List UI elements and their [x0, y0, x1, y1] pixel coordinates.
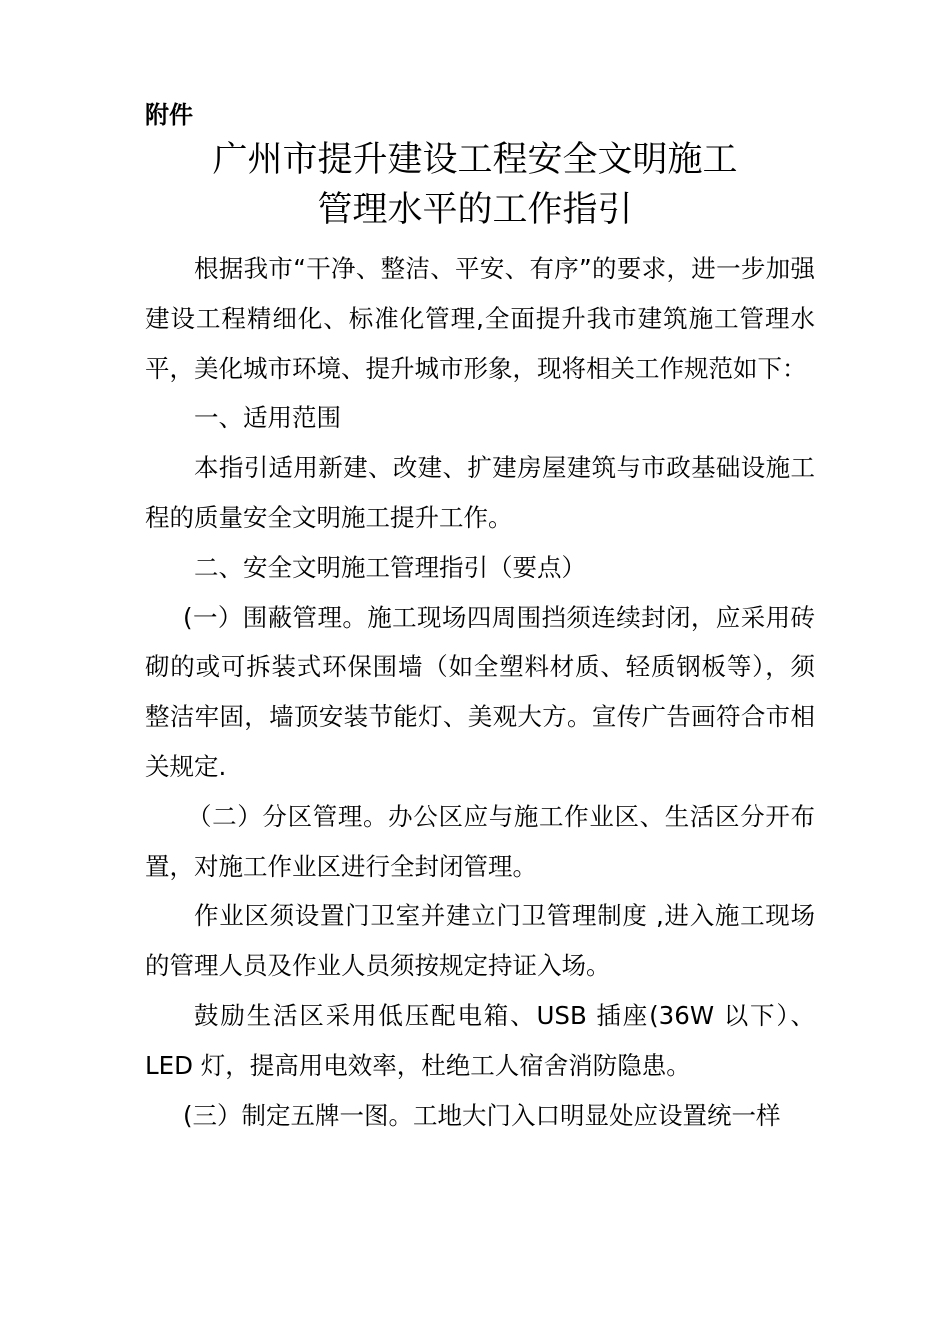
section-heading-scope: 一、适用范围: [194, 403, 341, 433]
section-heading-guidelines: 二、安全文明施工管理指引（要点）: [194, 552, 586, 582]
attachment-label: 附件: [145, 101, 193, 129]
zoning-management-paragraph: （二）分区管理。办公区应与施工作业区、生活区分开布置，对施工作业区进行全封闭管理。: [145, 801, 815, 881]
document-body: [145, 244, 815, 1140]
intro-paragraph: 根据我市“干净、整洁、平安、有序”的要求，进一步加强建设工程精细化、标准化管理,全面提升我市建筑施工管理水平，美化城市环境、提升城市形象，现将相关工作规范如下：: [145, 254, 815, 383]
enclosure-management-paragraph: (一）围蔽管理。施工现场四周围挡须连续封闭，应采用砖砌的或可拆装式环保围墙（如全塑料材质、轻质钢板等），须整洁牢固，墙顶安装节能灯、美观大方。宣传广告画符合市相关规定.: [145, 602, 815, 781]
living-area-power-paragraph: 鼓励生活区采用低压配电箱、USB 插座(36W 以下）、LED 灯，提高用电效率，杜绝工人宿舍消防隐患。: [145, 1000, 815, 1080]
signage-paragraph: (三）制定五牌一图。工地大门入口明显处应设置统一样: [183, 1100, 781, 1130]
document-title-line-1: 广州市提升建设工程安全文明施工: [212, 140, 738, 180]
scope-paragraph: 本指引适用新建、改建、扩建房屋建筑与市政基础设施工程的质量安全文明施工提升工作。: [145, 453, 815, 532]
gatekeeper-paragraph: 作业区须设置门卫室并建立门卫管理制度 ,进入施工现场的管理人员及作业人员须按规定持证入场。: [145, 901, 815, 981]
document-title-line-2: 管理水平的工作指引: [317, 190, 633, 230]
